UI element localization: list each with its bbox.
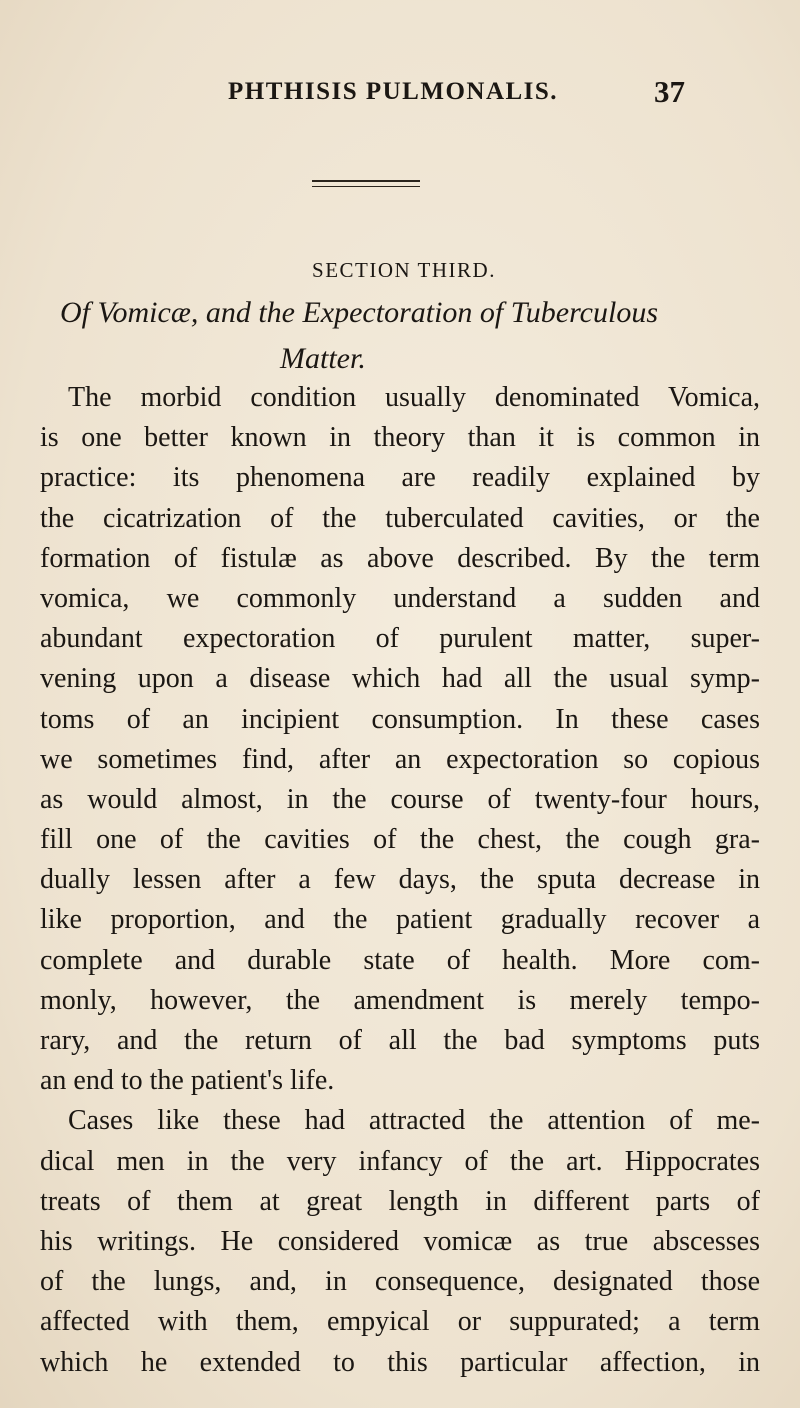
text-line: affected with them, empyical or suppurated; a term	[40, 1306, 760, 1338]
text-line: vomica, we commonly understand a sudden and	[40, 582, 760, 614]
text-line: is one better known in theory than it is common in	[40, 422, 760, 454]
text-line: complete and durable state of health. More com-	[40, 944, 760, 976]
text-line: fill one of the cavities of the chest, the cough gra-	[40, 824, 760, 856]
text-line: treats of them at great length in different parts of	[40, 1185, 760, 1217]
running-title: PHTHISIS PULMONALIS.	[228, 78, 559, 105]
section-title	[60, 290, 760, 382]
text-line: his writings. He considered vomicæ as true abscesses	[40, 1225, 760, 1257]
text-line: formation of fistulæ as above described. By the term	[40, 542, 760, 574]
text-line: like proportion, and the patient gradually recover a	[40, 904, 760, 936]
text-line: The morbid condition usually denominated Vomica,	[68, 382, 760, 413]
text-line: rary, and the return of all the bad symptoms puts	[40, 1025, 760, 1056]
section-rule	[312, 180, 420, 187]
text-line: of the lungs, and, in consequence, designated those	[40, 1266, 760, 1298]
text-line: as would almost, in the course of twenty-four hours,	[40, 783, 760, 815]
body-text	[40, 378, 760, 1383]
text-line: vening upon a disease which had all the usual symp-	[40, 663, 760, 695]
text-line: which he extended to this particular affection, in	[40, 1346, 760, 1378]
section-heading: SECTION THIRD.	[312, 258, 496, 282]
text-line: the cicatrization of the tuberculated cavities, or the	[40, 502, 760, 534]
text-line: abundant expectoration of purulent matter, super-	[40, 623, 760, 655]
text-line: dical men in the very infancy of the art. Hippocrates	[40, 1145, 760, 1177]
text-line: practice: its phenomena are readily explained by	[40, 462, 760, 494]
text-line: toms of an incipient consumption. In these cases	[40, 703, 760, 735]
section-title-line-2: Matter.	[280, 342, 366, 375]
text-line: an end to the patient's life.	[40, 1065, 335, 1097]
text-line: monly, however, the amendment is merely tempo-	[40, 984, 760, 1016]
running-head	[0, 74, 800, 118]
text-line: dually lessen after a few days, the sputa decrease in	[40, 864, 760, 896]
text-line: we sometimes find, after an expectoration so copious	[40, 743, 760, 775]
page-number: 37	[654, 74, 685, 109]
section-title-line-1: Of Vomicæ, and the Expectoration of Tuberculous	[60, 296, 658, 329]
text-line: Cases like these had attracted the attention of me-	[68, 1105, 760, 1137]
